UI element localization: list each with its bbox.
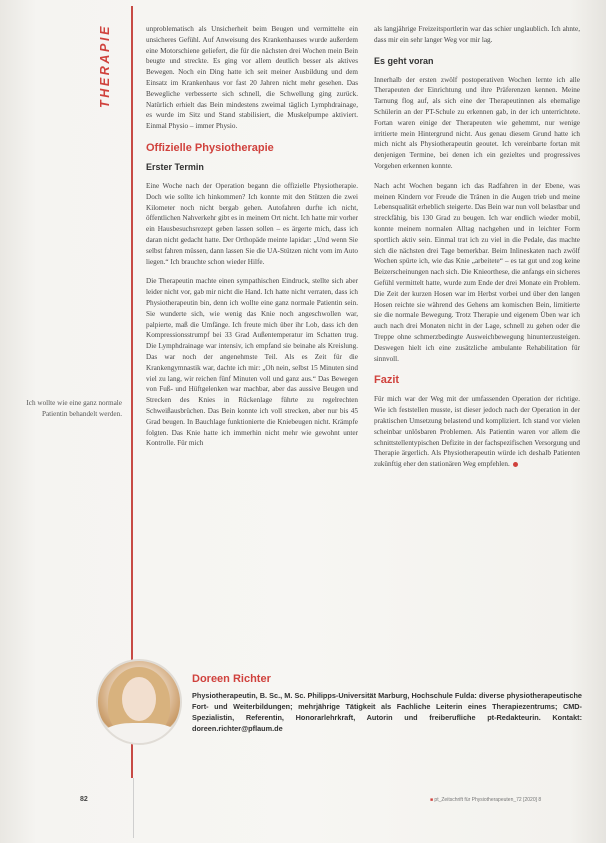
- author-portrait: [96, 659, 182, 745]
- section-heading-physio: Offizielle Physiotherapie: [146, 141, 274, 154]
- subheading-progress: Es geht voran: [374, 55, 434, 66]
- fazit-text: Für mich war der Weg mit der umfassenden Operation der richtige. Wie ich feststellen musste, ist dieser jedoch nach der Operation in der praktischen Umsetzung belastend und kompliziert. Ich stand vor vielen scheinbar unlösbaren Problemen. Als Patientin waren vor allem die schnittstellentypischen Defizite in der fachspezifischen Versorgung und Therapie ärgerlich. Als Physiotherapeutin würde ich deshalb Patienten zukünftig eher den stationären Weg empfehlen.: [374, 395, 580, 469]
- author-box: [94, 657, 594, 749]
- fazit-paragraph: [374, 394, 580, 470]
- author-bio: Physiotherapeutin, B. Sc., M. Sc. Philipps-Universität Marburg, Hochschule Fulda: diverse physiotherapeutische Fort- und Weiterbildungen; mehrjährige Tätigkeit als Fachliche Leiterin eines Therapiezentrums; CMD-Spezialistin, Referentin, Honorarlehrkraft, Autorin und freiberufliche pt-Redakteurin. Kontakt: doreen.richter@pflaum.de: [192, 691, 582, 733]
- paragraph: Die Therapeutin machte einen sympathischen Eindruck, stellte sich aber leider nicht vor, gab mir nicht die Hand. Ich hatte nicht verraten, dass ich Physiotherapeutin bin, denn ich wollte eine ganz normale Patientin sein. Sie wunderte sich, wie wenig das Knie noch angeschwollen war, palpierte, maß die Umfänge. Ich freute mich über ihr Lob, dass ich den Kompressionsstrumpf bei 33 Grad Außentemperatur im Schatten trug. Die Lymphdrainage war intensiv, ich empfand sie beinahe als Kreislung. Das war noch der angenehmste Teil. Als es Zeit für die Krankengymnastik war, dachte ich mir: „Oh nein, selbst 15 Minuten sind viel zu lang, wir reichen fünf Minuten voll und ganz aus.“ Das Bewegen von Fuß- und Hüftgelenken war machbar, aber das aussive Beugen und Strecken des Knies in Rückenlage führte zu regelrechten Schweißausbrüchen. Das Bein konnte ich voll strecken, aber nur bis 45 Grad beugen. In Bauchlage funktionierte die Kniebeugen nicht. Krämpfe folgten. Das Knie hatte ich immerhin nicht mehr wie gewohnt unter Kontrolle. Für mich: [146, 277, 358, 448]
- footer-journal-text: pt_Zeitschrift für Physiotherapeuten_72 [2020] 8: [434, 797, 542, 803]
- paragraph: als langjährige Freizeitsportlerin war das schier unglaublich. Ich ahnte, dass mir ein sehr langer Weg vor mir lag.: [374, 25, 580, 44]
- footer-journal: ■ pt_Zeitschrift für Physiotherapeuten_72 [2020] 8: [430, 797, 542, 803]
- author-name: Doreen Richter: [192, 673, 271, 685]
- subheading-first-appointment: Erster Termin: [146, 161, 204, 172]
- paragraph: unproblematisch als Unsicherheit beim Beugen und vermittelte ein unsicheres Gefühl. Auf Anweisung des Krankenhauses wurde außerdem eine Motorschiene geliefert, die für die nächsten drei Wochen mein Bein beugte und streckte. Es ging vor allem deutlich besser als aktives Bewegen. Noch ein Ding hatte ich seit meiner Ausbildung und dem Einsatz im Krankenhaus vor fast 20 Jahren nicht mehr gesehen. Das Bewegliche verbesserte sich schnell, die Schwellung ging zurück. Natürlich erhielt das Bein mindestens zweimal täglich Lymphdrainage, es wurde im Sitz und Stand stabilisiert, die Muskelpumpe aktiviert. Einmal Physio – immer Physio.: [146, 25, 358, 131]
- paragraph: Nach acht Wochen begann ich das Radfahren in der Ebene, was meinen Kindern vor Freude die Tränen in die Augen trieb und meine Lebensqualität erheblich steigerte. Das Bein war nun voll belastbar und streckfähig, bis 130 Grad zu beugen. Ich war endlich wieder mobil, konnte meinem normalen Alltag nachgehen und in leichter Form sportlich aktiv sein. Einmal trat ich zu viel in die Pedale, das machte sich die nächsten drei Tage bemerkbar. Beim Inlineskaten nach zwölf Wochen spürte ich, wie das Knie „arbeitete“ – es tat gut und zog keine Beizerscheinungen nach sich. Die Knieorthese, die anfangs ein sicheres Gefühl vermittelt hatte, wurde zum Ende der drei Monate ein Problem. Die Zeit der kurzen Hosen war im Herbst vorbei und über den langen Hosen reichte sie während des Gehens am komischen Bein, limitierte sie die normale Bewegung. Trotz Therapie und eigenem Üben war ich auch nach drei Monaten nicht in der Lage, schnell zu gehen oder die Treppe ohne schmerzbedingte Ausweichbewegung hinunterzusteigen. Deswegen hielt ich eine zusätzliche ambulante Rehabilitation für sinnvoll.: [374, 181, 580, 363]
- column-divider-grey: [133, 778, 134, 838]
- column-left: [146, 24, 358, 449]
- end-mark-icon: [513, 462, 518, 467]
- paragraph: Eine Woche nach der Operation begann die offizielle Physiotherapie. Doch wie sollte ich hinkommen? Ich konnte mit den Stützen die zwei Kilometer noch nicht bergab gehen. Autofahren durfte ich nicht, öffentlichen Nahverkehr gibt es in meinem Ort nicht. Ich hatte mir vorher ein Hausbesuchsrezept geben lassen sollen – es ärgerte mich, dass ich daran nicht gedacht hatte. Der Orthopäde meinte lapidar: „Und wenn Sie selbst fahren müssen, dann lassen Sie die UA-Stützen nicht vom im Auto liegen.“ Ich brauchte schon wieder Hilfe.: [146, 181, 358, 266]
- column-right: [374, 24, 580, 470]
- section-heading-fazit: Fazit: [374, 374, 400, 387]
- page-number: 82: [80, 796, 88, 803]
- section-label: THERAPIE: [98, 23, 112, 108]
- pull-quote: Ich wollte wie eine ganz normale Patientin behandelt werden.: [26, 399, 122, 418]
- paragraph: Innerhalb der ersten zwölf postoperativen Wochen lernte ich alle Therapeuten der Einrichtung und ihre Präferenzen kennen. Meine Tarnung flog auf, als sich eine der Therapeutinnen als ehemalige Schülerin an der PT-Schule zu erkennen gab, in der ich unterrichtete. Fortan waren einige der Therapeuten wie gehemmt, nur wenige irritierte mein Hintergrund nicht. Aus genau diesem Grund hatte ich mich nicht als Physiotherapeutin geoutet. Ich vereinbarte fortan mit denjenigen Termine, bei denen ich ein gezieltes und progressives Vorgehen erkennen konnte.: [374, 75, 580, 170]
